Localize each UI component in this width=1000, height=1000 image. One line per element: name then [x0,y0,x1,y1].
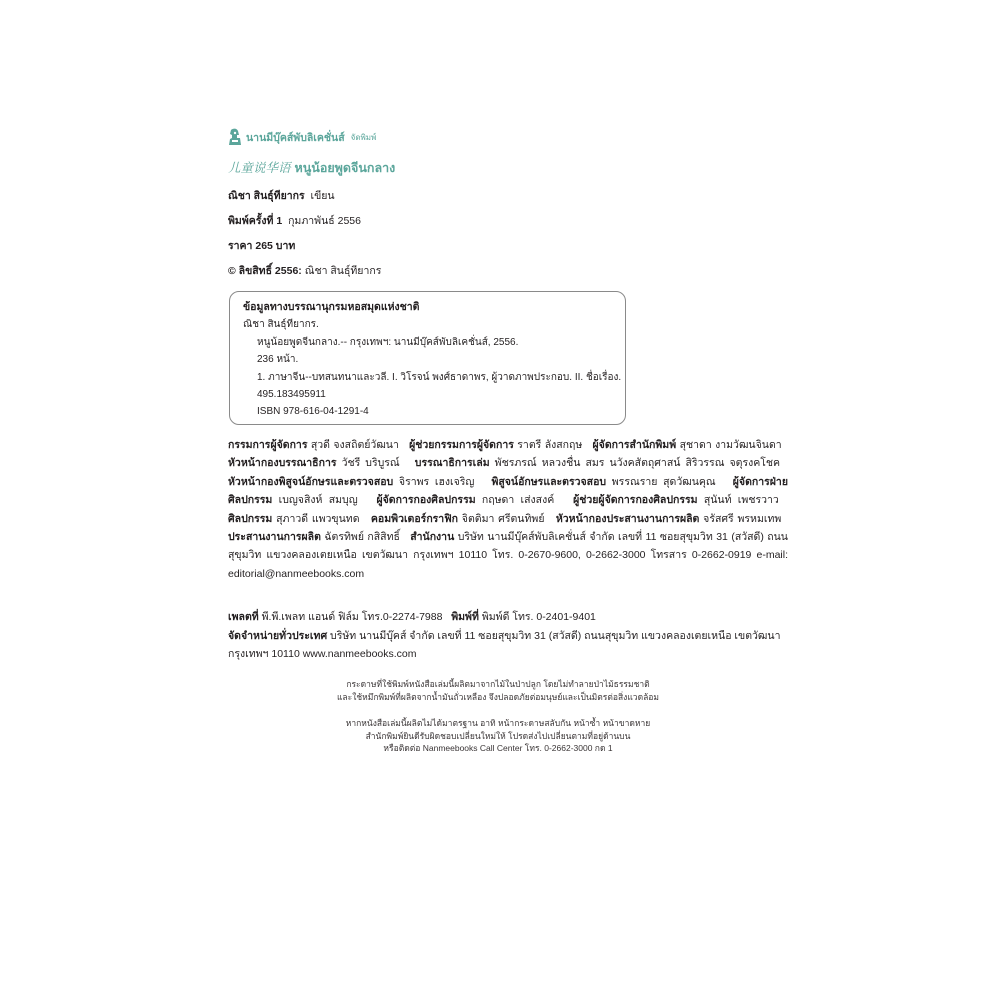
office-label: สำนักงาน [410,531,455,544]
plate-label: เพลตที่ [228,611,259,623]
staff-credits [228,436,788,583]
author-role: เขียน [310,190,335,202]
book-info [228,126,788,278]
publisher-name: นานมีบุ๊คส์พับลิเคชั่นส์ [246,131,345,144]
author-line [228,189,788,203]
cip-isbn: ISBN 978-616-04-1291-4 [257,406,369,418]
cip-author: ณิชา สินธุ์ทียากร. [243,319,319,331]
staff-label: บรรณาธิการเล่ม [414,457,490,470]
staff-label: กรรมการผู้จัดการ [228,439,308,451]
print-date: กุมภาพันธ์ 2556 [288,215,361,227]
book-title-thai: หนูน้อยพูดจีนกลาง [294,161,396,175]
staff-value: ราตรี ลังสกฤษ [517,439,583,451]
staff-label: ประสานงานการผลิต [228,531,321,544]
staff-value: เบญจสิงห์ สมบุญ [278,494,358,507]
printer-label: พิมพ์ที่ [451,611,479,623]
defect-note-line: สำนักพิมพ์ยินดีรับผิดชอบเปลี่ยนใหม่ให้ โปรดส่งไปเปลี่ยนตามที่อยู่ด้านบน [365,730,631,741]
distributor-label: จัดจำหน่ายทั่วประเทศ [228,629,328,642]
staff-value: สุวดี จงสถิตย์วัฒนา [310,439,399,451]
staff-label: หัวหน้ากองพิสูจน์อักษรและตรวจสอบ [228,475,394,488]
book-title [228,158,788,178]
cip-subjects: 1. ภาษาจีน--บทสนทนาและวลี. I. วิโรจน์ พงศ์ธาดาพร, ผู้วาดภาพประกอบ. II. ชื่อเรื่อง. [257,371,622,383]
cip-title-entry: หนูน้อยพูดจีนกลาง.-- กรุงเทพฯ: นานมีบุ๊คส์พับลิเคชั่นส์, 2556. [257,336,519,348]
price: ราคา 265 บาท [228,240,296,252]
printer-value: พิมพ์ดี โทร. 0-2401-9401 [481,611,596,623]
staff-value: สุภาวดี แพวขุนทด [276,512,360,525]
paper-note-line: และใช้หมึกพิมพ์ที่ผลิตจากน้ำมันถั่วเหลือง จึงปลอดภัยต่อมนุษย์และเป็นมิตรต่อสิ่งแวดล้อม [336,691,660,702]
production-line-2 [228,627,788,664]
publisher-suffix: จัดพิมพ์ [350,132,377,142]
footer-notes [288,678,708,755]
staff-value: กฤษดา เส่งสงค์ [481,494,555,507]
plate-value: พี.พี.เพลท แอนด์ ฟิล์ม โทร.0-2274-7988 [261,611,443,623]
publisher-line [228,126,788,148]
publisher-logo-icon [228,128,242,146]
staff-value: สุชาดา งามวัฒนจินดา [679,439,782,451]
production-line-1 [228,608,788,627]
staff-label: ผู้จัดการกองศิลปกรรม [376,494,476,507]
defect-note-line: หรือติดต่อ Nanmeebooks Call Center โทร. 0-2662-3000 กด 1 [383,743,613,753]
staff-label: ผู้จัดการสำนักพิมพ์ [592,439,677,451]
distributor-value: บริษัท นานมีบุ๊คส์ จำกัด เลขที่ 11 ซอยสุขุมวิท 31 (สวัสดี) ถนนสุขุมวิท แขวงคลองเตยเหนือ เขตวัฒนา กรุงเทพฯ 10110 www.nanmeebooks.com [228,629,781,661]
print-label: พิมพ์ครั้งที่ 1 [228,215,283,227]
office-address: บริษัท นานมีบุ๊คส์พับลิเคชั่นส์ จำกัด เลขที่ 11 ซอยสุขุมวิท 31 (สวัสดี) ถนนสุขุมวิท แขวงคลองเตยเหนือ เขตวัฒนา กรุงเทพฯ 10110 โทร. 0-2670-9600, 0-2662-3000 โทรสาร 0-2662-0919 e-mail: editorial@nanmeebooks.com [228,531,788,580]
cip-title: ข้อมูลทางบรรณานุกรมหอสมุดแห่งชาติ [243,301,420,313]
staff-value: สุนันท์ เพชรวาว [703,494,779,507]
staff-value: ฉัตรทิพย์ กสิสิทธิ์ [324,531,400,544]
copyright-label: © ลิขสิทธิ์ 2556: [228,265,302,277]
cip-box [229,291,626,425]
staff-label: พิสูจน์อักษรและตรวจสอบ [491,475,607,488]
staff-value: จิราพร เฮงเจริญ [398,475,475,488]
staff-label: หัวหน้ากองบรรณาธิการ [228,457,337,470]
staff-label: หัวหน้ากองประสานงานการผลิต [555,512,700,525]
staff-value: พรรณราย สุดวัฒนคุณ [611,475,716,488]
staff-label: ผู้ช่วยผู้จัดการกองศิลปกรรม [573,494,698,507]
defect-note-line: หากหนังสือเล่มนี้ผลิตไม่ได้มาตรฐาน อาทิ หน้ากระดาษสลับกัน หน้าซ้ำ หน้าขาดหาย [345,718,651,728]
copyright-line [228,264,788,278]
staff-value: จรัสศรี พรหมเทพ [703,512,782,525]
staff-value: จิตติมา ศรีตนทิพย์ [461,512,545,525]
print-line [228,214,788,228]
cip-classification: 495.183495911 [257,389,326,401]
production-credits [228,608,788,664]
cip-pages: 236 หน้า. [257,354,299,366]
staff-label: คอมพิวเตอร์กราฟิก [370,512,458,525]
staff-label: ศิลปกรรม [228,512,273,525]
staff-label: ผู้ช่วยกรรมการผู้จัดการ [409,439,514,451]
staff-value: วัชรี บริบูรณ์ [341,457,400,470]
copyright-holder: ณิชา สินธุ์ทียากร [304,265,382,277]
staff-label: ผู้จัดการฝ่ายศิลปกรรม [228,475,788,507]
author-name: ณิชา สินธุ์ทียากร [228,190,305,202]
paper-note-line: กระดาษที่ใช้พิมพ์หนังสือเล่มนี้ผลิตมาจากไม้ในป่าปลูก โดยไม่ทำลายป่าไม้ธรรมชาติ [346,679,650,689]
book-title-chinese: 儿童说华语 [228,160,291,175]
staff-value: พัชรภรณ์ หลวงชื่น สมร นวังคสัตถุศาสน์ สิริวรรณ จตุรงคโชค [494,457,781,470]
